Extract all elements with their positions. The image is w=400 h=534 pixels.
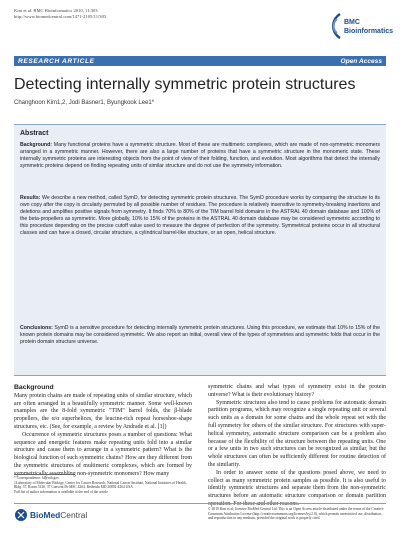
footnote: [14, 476, 192, 494]
publisher-name-rest: Central: [60, 510, 88, 520]
abstract-conclusions: [20, 325, 380, 346]
logo-line2: Bioinformatics: [344, 27, 394, 35]
footnote-divider: [14, 474, 74, 475]
author-list: Changhoon Kim1,2, Jodi Basner1, Byungkook Lee1*: [14, 100, 155, 106]
article-url[interactable]: http://www.biomedcentral.com/1471-2105/11/303: [14, 14, 107, 19]
bottom-divider: [14, 503, 386, 504]
bmc-arc-icon: [322, 10, 344, 42]
citation-line: Kim et al. BMC Bioinformatics 2010, 11:303: [14, 8, 98, 13]
abstract-background: [20, 142, 380, 170]
background-text: Many functional proteins have a symmetric structure. Most of these are multimeric complexes, which are made of non-symmetric monomers arranged in a symmetric manner. However, there are also a large number of proteins that have a symmetric structure in the monomeric state. These internally symmetric proteins are interesting objects from the point of view of their folding, function, and evolution. Most algorithms that detect the internally symmetric proteins depend on finding repeating units of similar structure and do not use the symmetry information.: [20, 142, 380, 169]
paragraph: Many protein chains are made of repeating units of similar structure, which are often arranged in a beautifully symmetric manner. Some well-known examples are the 8-fold symmetric "TIM" barrel folds, the β-blade propellers, the α/α superhelices, the leucine-rich repeat horseshoe-shape structures, etc. (See, for example, a review by Andrade et al. [1]): [14, 392, 192, 430]
conclusions-text: SymD is a sensitive procedure for detecting internally symmetric protein structures. Using this procedure, we estimate that 10% to 15% of the known protein domains may be considered symmetric. We also report an initial, overall view of the types of symmetries and symmetric folds that occur in the protein domain structure universe.: [20, 325, 380, 345]
journal-logo: [322, 10, 394, 42]
abstract-box: [14, 124, 386, 376]
publisher-logo: [14, 508, 104, 522]
biomed-central-icon: [14, 508, 28, 522]
journal-header: [14, 8, 106, 20]
article-title: Detecting internally symmetric protein structures: [14, 76, 356, 93]
paragraph: Symmetric structures also tend to cause problems for automatic domain partition programs, which may recognize a single repeating unit or several such units as a domain for some chains and the whole repeat set with the full symmetry for others of the similar structure. For structures with super-helical symmetry, automatic structure comparison can be a problem also because of the flexibility of the structure between the repeating units. One or a few units in two such structures can be recognized as similar, but the whole structures can often be sufficiently different for routine detection of the similarity.: [208, 399, 386, 468]
correspondence: * Correspondence: bl@nih.gov: [14, 476, 59, 480]
paragraph: symmetric chains and what types of symmetry exist in the protein universe? What is their evolutionary history?: [208, 384, 386, 398]
results-text: We describe a new method, called SymD, for detecting symmetric protein structures. The SymD procedure works by comparing the structure to its own copy after the copy is circularly permuted by all possible number of residues. The procedure is relatively insensitive to symmetry-breaking insertions and deletions and amplifies positive signals from symmetry. It finds 70% to 80% of the TIM barrel fold domains in the ASTRAL 40 domain database and 100% of the beta-propellers as symmetric. More globally, 10% to 15% of the proteins in the ASTRAL 40 domain database may be considered symmetric according to this procedure depending on the precise cutoff value used to measure the degree of perfection of the symmetry. Symmetrical proteins occur in all structural classes and can have a closed, circular structure, a cylindrical barrel-like structure, or an open, helical structure.: [20, 195, 380, 236]
affiliation: 1Laboratory of Molecular Biology, Center for Cancer Research, National Cancer Institute, National Institutes of Health, Bldg. 37, Room 5120, 37 Convent Dr MSC 4264, Bethesda MD 20892-4264 USA: [14, 480, 187, 490]
logo-text: [344, 19, 393, 36]
conclusions-label: Conclusions:: [20, 325, 53, 331]
section-title-background: Background: [14, 384, 54, 391]
results-label: Results:: [20, 195, 41, 201]
abstract-heading: Abstract: [20, 130, 49, 137]
publisher-name: [30, 510, 87, 520]
background-label: Background:: [20, 142, 52, 148]
copyright-notice: © 2010 Kim et al; licensee BioMed Central Ltd. This is an Open Access article distributed under the terms of the Creative Commons Attribution License (http://creativecommons.org/licenses/by/2.0), which permits unrestricted use, distribution, and reproduction in any medium, provided the original work is properly cited.: [208, 507, 384, 521]
article-type-banner: [14, 56, 386, 66]
abstract-results: [20, 195, 380, 236]
article-type-label: RESEARCH ARTICLE: [18, 57, 95, 65]
author-info-note: Full list of author information is available at the end of the article: [14, 489, 109, 494]
paragraph: In order to answer some of the questions posed above, we need to collect as many symmetric protein samples as possible. It is also useful to identify symmetric structures and separate them from the non-symmetric structures before an automatic structure comparison or domain partition operation. For these and other reasons.: [208, 469, 386, 507]
paragraph: Occurrence of symmetric structures poses a number of questions: What sequence and energetic features make repeating units fold into a similar structure and cause them to arrange in a symmetric pattern? What is the biological function of such symmetric chains? How are they different from the symmetric structures of multimeric complexes, which are formed by symmetrically assembling non-symmetric monomers? How many: [14, 431, 192, 477]
open-access-label: Open Access: [340, 57, 382, 65]
body-column-right: [208, 384, 386, 509]
publisher-name-bold: BioMed: [30, 510, 61, 520]
body-column-left: [14, 384, 192, 479]
logo-line1: BMC: [344, 19, 360, 26]
